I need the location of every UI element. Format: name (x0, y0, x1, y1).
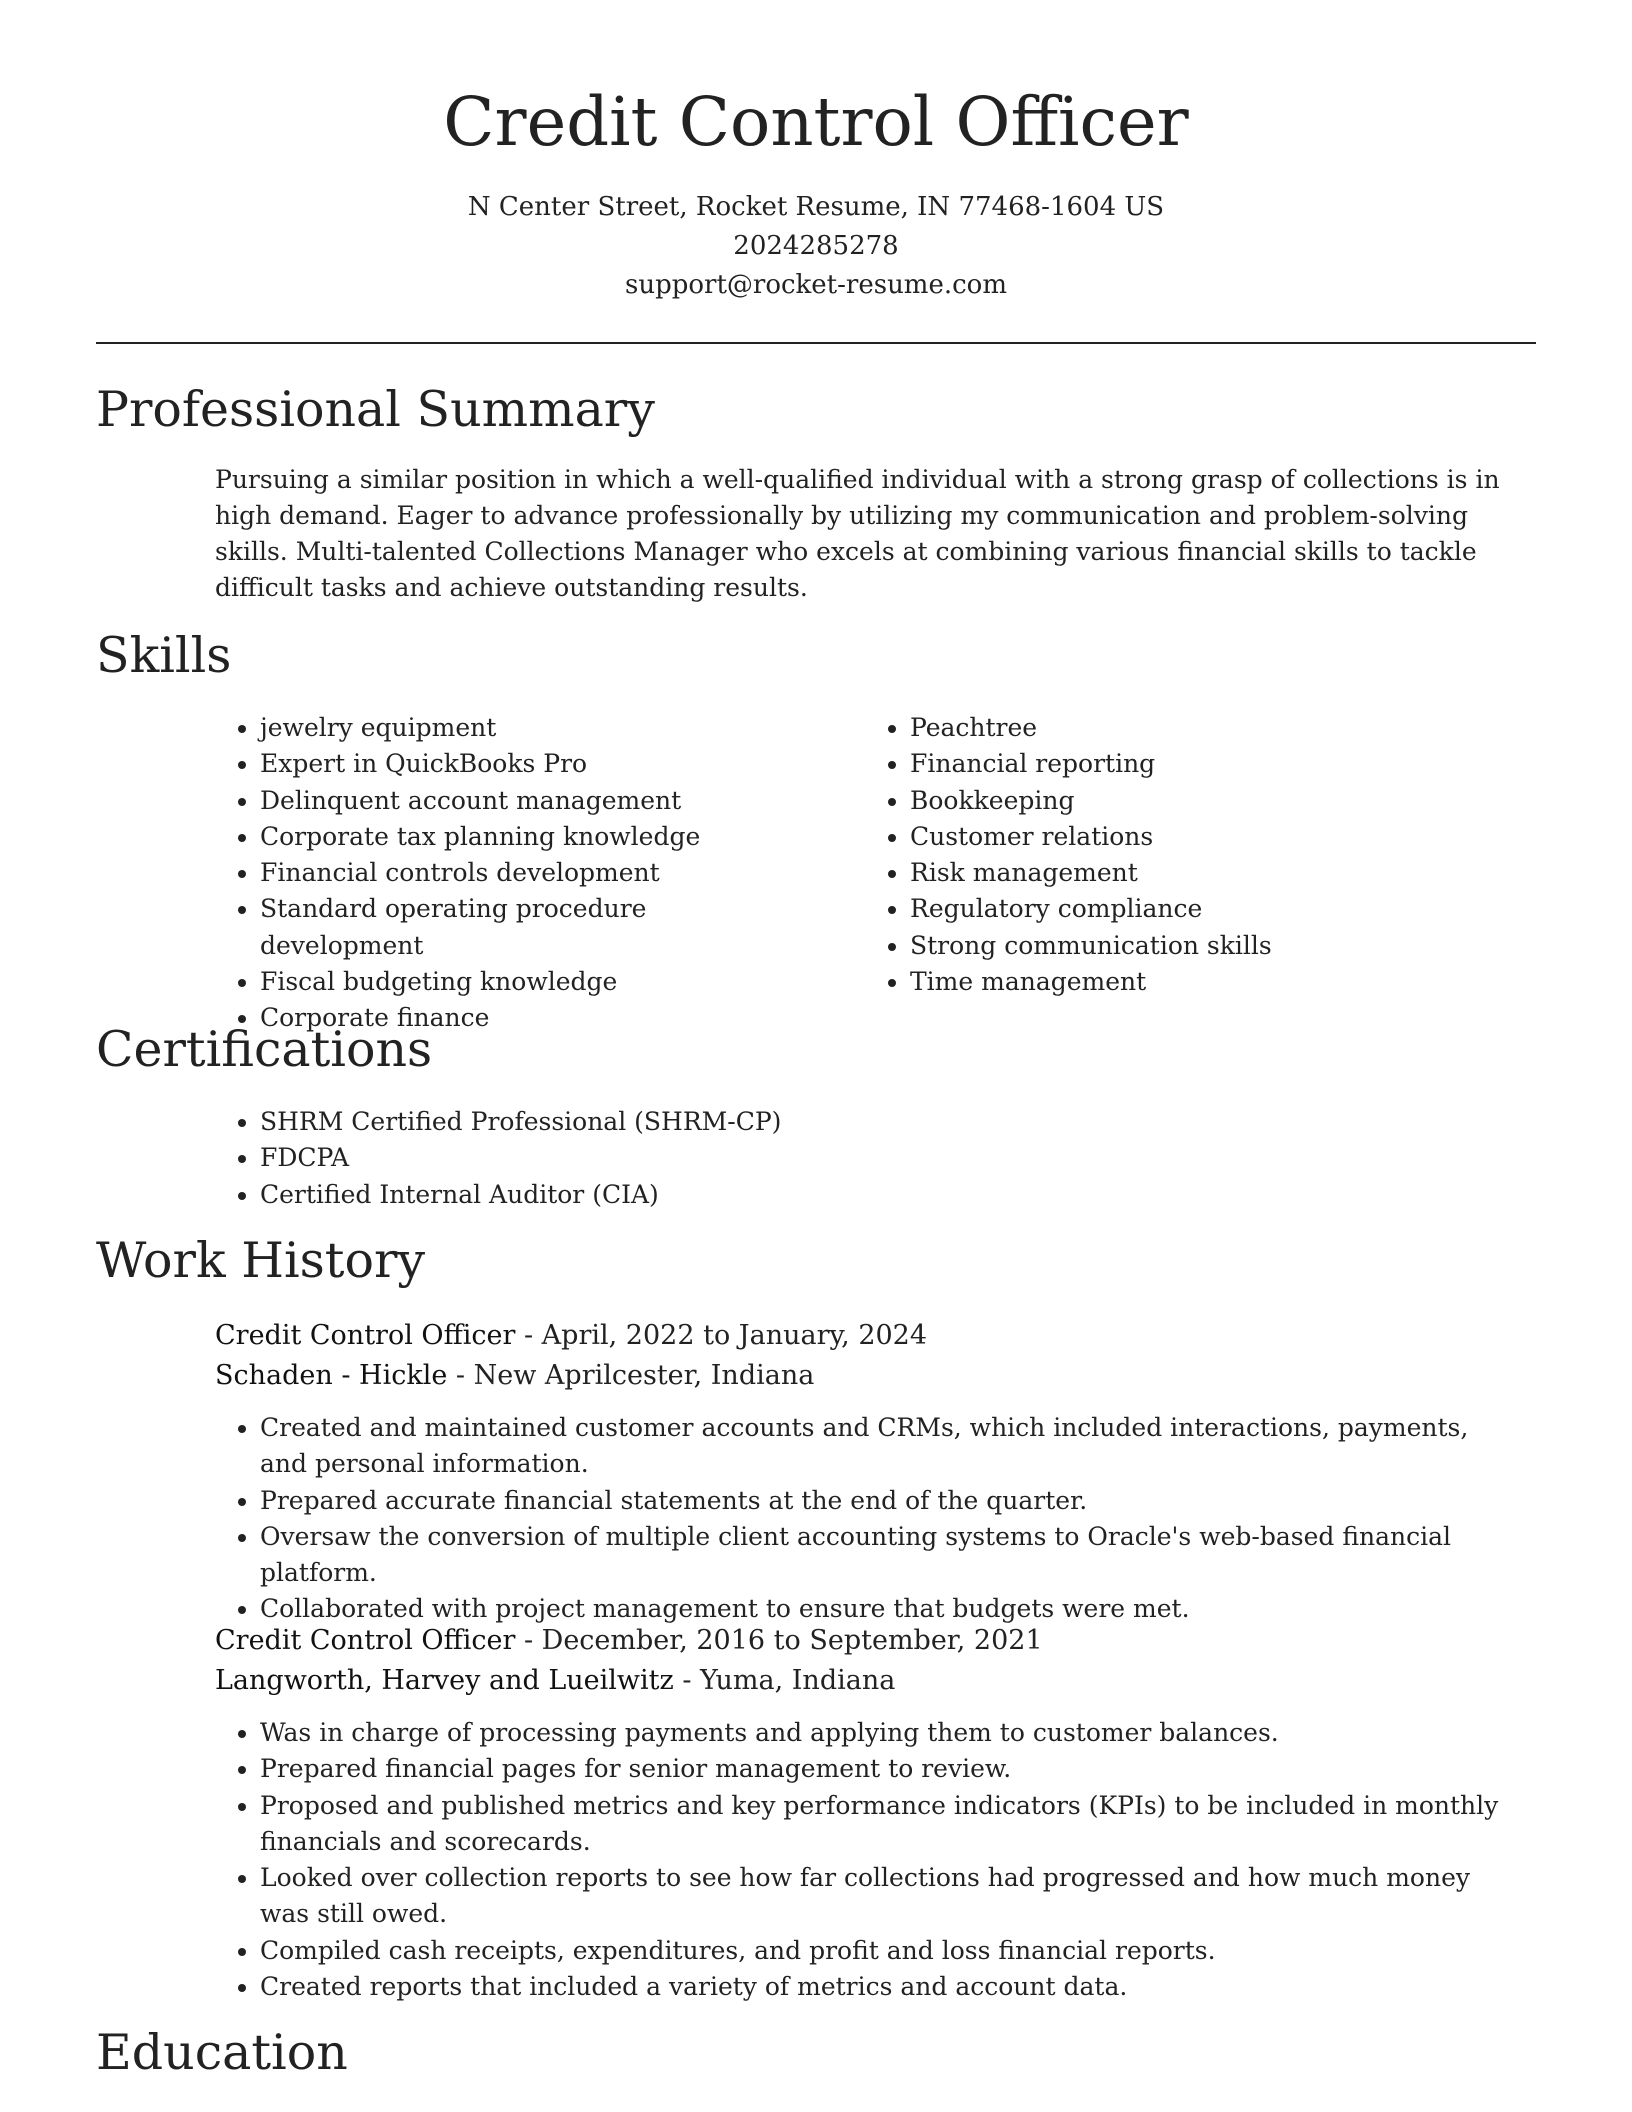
skill-item: • Corporate finance (260, 1000, 816, 1036)
job-location: - Yuma, Indiana (673, 1665, 896, 1696)
contact-address: N Center Street, Rocket Resume, IN 77468-1604 US (467, 192, 1165, 222)
job-entry (215, 1621, 1515, 2005)
work-history-heading: Work History (96, 1232, 426, 1289)
skill-item: • Strong communication skills (910, 928, 1486, 964)
skill-item: • Expert in QuickBooks Pro (260, 746, 816, 782)
job-bullets (215, 1715, 1515, 2005)
job-company-line (215, 1661, 1515, 1701)
certification-item: • Certified Internal Auditor (CIA) (260, 1177, 1416, 1213)
job-bullet: • Was in charge of processing payments and applying them to customer balances. (260, 1715, 1515, 1751)
education-heading: Education (96, 2024, 348, 2081)
job-bullet: • Prepared financial pages for senior management to review. (260, 1751, 1515, 1787)
job-title-line (215, 1621, 1515, 1661)
job-bullets (215, 1410, 1515, 1628)
skill-item: • Bookkeeping (910, 783, 1486, 819)
job-bullet: • Prepared accurate financial statements at the end of the quarter. (260, 1483, 1515, 1519)
skill-item: • Financial controls development (260, 855, 816, 891)
certifications-heading: Certifications (96, 1021, 433, 1078)
skill-item: • Time management (910, 964, 1486, 1000)
certifications-list (216, 1104, 1416, 1213)
skill-item: • Peachtree (910, 710, 1486, 746)
job-bullet: • Compiled cash receipts, expenditures, and profit and loss financial reports. (260, 1933, 1515, 1969)
job-title-line (215, 1316, 1515, 1356)
skills-heading: Skills (96, 627, 232, 684)
job-dates: - December, 2016 to September, 2021 (515, 1625, 1043, 1656)
job-company: Schaden - Hickle (215, 1360, 448, 1391)
skill-item: • Standard operating procedure development (260, 891, 816, 964)
certification-item: • FDCPA (260, 1140, 1416, 1176)
job-dates: - April, 2022 to January, 2024 (515, 1320, 928, 1351)
header-divider (96, 342, 1536, 344)
skills-column-right (866, 710, 1486, 1000)
skill-item: • Corporate tax planning knowledge (260, 819, 816, 855)
job-company: Langworth, Harvey and Lueilwitz (215, 1665, 674, 1696)
skill-item: • Regulatory compliance (910, 891, 1486, 927)
job-bullet: • Created and maintained customer accounts and CRMs, which included interactions, payments, and personal information. (260, 1410, 1515, 1483)
skill-item: • Delinquent account management (260, 783, 816, 819)
skill-item: • Fiscal budgeting knowledge (260, 964, 816, 1000)
job-company-line (215, 1356, 1515, 1396)
job-role: Credit Control Officer (215, 1625, 516, 1656)
certification-item: • SHRM Certified Professional (SHRM-CP) (260, 1104, 1416, 1140)
job-bullet: • Looked over collection reports to see how far collections had progressed and how much money was still owed. (260, 1860, 1515, 1933)
job-bullet: • Created reports that included a variety of metrics and account data. (260, 1969, 1515, 2005)
skill-item: • jewelry equipment (260, 710, 816, 746)
job-bullet: • Collaborated with project management to ensure that budgets were met. (260, 1591, 1515, 1627)
job-role: Credit Control Officer (215, 1320, 516, 1351)
summary-text: Pursuing a similar position in which a well-qualified individual with a strong grasp of collections is in high demand. Eager to advance professionally by utilizing my communication and problem-solving skills. Multi-talented Collections Manager who excels at combining various financial skills to tackle difficult tasks and achieve outstanding results. (215, 465, 1500, 602)
resume-name: Credit Control Officer (443, 83, 1189, 161)
job-location: - New Aprilcester, Indiana (447, 1360, 815, 1391)
contact-phone: 2024285278 (733, 231, 899, 261)
contact-email: support@rocket-resume.com (624, 270, 1007, 300)
skills-column-left (216, 710, 816, 1037)
job-entry (215, 1316, 1515, 1628)
skill-item: • Customer relations (910, 819, 1486, 855)
skill-item: • Financial reporting (910, 746, 1486, 782)
resume-header (0, 80, 1632, 305)
job-bullet: • Proposed and published metrics and key performance indicators (KPIs) to be included in monthly financials and scorecards. (260, 1788, 1515, 1861)
job-bullet: • Oversaw the conversion of multiple client accounting systems to Oracle's web-based financial platform. (260, 1519, 1515, 1592)
summary-heading: Professional Summary (96, 381, 655, 438)
skill-item: • Risk management (910, 855, 1486, 891)
